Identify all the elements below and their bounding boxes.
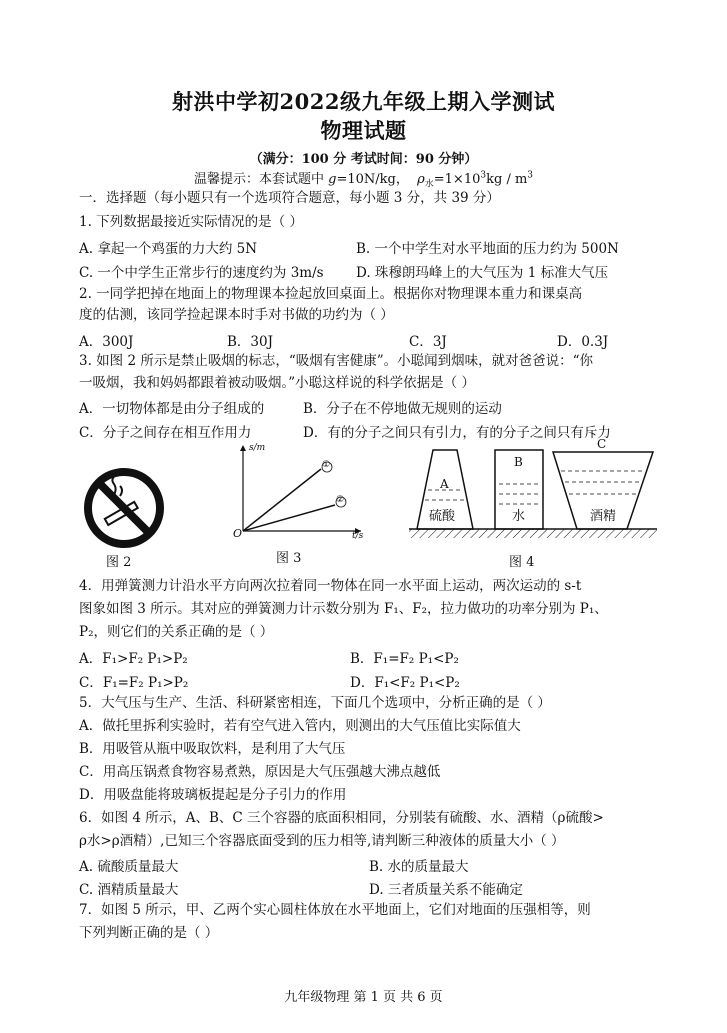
q6-stem-1: 6．如图 4 所示，A、B、C 三个容器的底面积相同，分别装有硫酸、水、酒精（ρ硫酸> xyxy=(79,810,604,826)
q3-option-c: C．分子之间存在相互作用力 xyxy=(79,425,252,441)
q5-stem: 5．大气压与生产、生活、科研紧密相连，下面几个选项中，分析正确的是（ ） xyxy=(79,695,551,711)
q3-option-b: B．分子在不停地做无规则的运动 xyxy=(303,401,502,417)
fig3-x-axis-label: t/s xyxy=(352,531,364,541)
q3-option-d: D．有的分子之间只有引力，有的分子之间只有斥力 xyxy=(303,425,611,441)
three-containers-figure xyxy=(409,438,657,550)
q4-option-a: A．F₁>F₂ P₁>P₂ xyxy=(79,651,188,667)
q6-option-c: C. 酒精质量最大 xyxy=(79,882,179,898)
exam-title: 射洪中学初2022级九年级上期入学测试 xyxy=(172,89,555,114)
q2-option-d: D．0.3J xyxy=(557,334,609,350)
q4-stem-2: 图象如图 3 所示。其对应的弹簧测力计示数分别为 F₁、F₂，拉力做功的功率分别为 P₁、 xyxy=(79,601,608,617)
q2-stem-2: 度的估测，该同学捡起课本时手对书做的功约为（ ） xyxy=(79,307,394,323)
q2-stem-1: 2. 一同学把掉在地面上的物理课本捡起放回桌面上。根据你对物理课本重力和课桌高 xyxy=(79,286,583,302)
q5-option-d: D．用吸盘能将玻璃板提起是分子引力的作用 xyxy=(79,787,347,803)
q6-option-b: B. 水的质量最大 xyxy=(369,859,469,875)
no-smoking-sign-figure xyxy=(82,466,166,550)
q4-option-c: C．F₁=F₂ P₁>P₂ xyxy=(79,675,189,691)
st-graph-figure xyxy=(229,441,367,545)
fig3-line2-label: ② xyxy=(336,495,345,505)
q5-option-b: B．用吸管从瓶中吸取饮料，是利用了大气压 xyxy=(79,741,346,757)
q6-option-d: D. 三者质量关系不能确定 xyxy=(369,882,523,898)
fig4-caption: 图 4 xyxy=(509,555,535,570)
q1-option-d: D. 珠穆朗玛峰上的大气压为 1 标准大气压 xyxy=(356,265,609,281)
q3-stem-1: 3. 如图 2 所示是禁止吸烟的标志，“吸烟有害健康”。小聪闻到烟味，就对爸爸说：“你 xyxy=(79,353,594,369)
fig4-label-b: B xyxy=(514,455,523,469)
q1-option-b: B. 一个中学生对水平地面的压力约为 500N xyxy=(356,241,619,257)
q5-option-a: A．做托里拆利实验时，若有空气进入管内，则测出的大气压值比实际值大 xyxy=(79,718,521,734)
q4-stem-1: 4．用弹簧测力计沿水平方向两次拉着同一物体在同一水平面上运动，两次运动的 s-t xyxy=(79,578,582,594)
fig3-y-axis-label: s/m xyxy=(249,443,266,453)
fig4-label-a: A xyxy=(440,477,449,491)
q4-option-d: D．F₁<F₂ P₁<P₂ xyxy=(350,675,460,691)
fig3-line1-label: ① xyxy=(322,460,331,470)
q1-option-a: A. 拿起一个鸡蛋的力大约 5N xyxy=(79,241,258,257)
fig4-liquid-b: 水 xyxy=(511,505,526,524)
exam-info: （满分：100 分 考试时间：90 分钟） xyxy=(249,152,478,167)
q7-stem-2: 下列判断正确的是（ ） xyxy=(79,925,219,941)
q1-option-c: C. 一个中学生正常步行的速度约为 3m/s xyxy=(79,265,324,281)
fig3-caption: 图 3 xyxy=(276,551,302,566)
q3-stem-2: 一吸烟，我和妈妈都跟着被动吸烟。”小聪这样说的科学依据是（ ） xyxy=(79,375,475,391)
page-footer: 九年级物理 第 1 页 共 6 页 xyxy=(284,990,443,1005)
fig4-liquid-a: 硫酸 xyxy=(428,505,456,524)
q7-stem-1: 7．如图 5 所示，甲、乙两个实心圆柱体放在水平地面上，它们对地面的压强相等，则 xyxy=(79,902,591,918)
fig4-liquid-c: 酒精 xyxy=(589,505,617,524)
q2-option-b: B．30J xyxy=(227,334,274,350)
q2-option-c: C．3J xyxy=(409,334,447,350)
fig4-label-c: C xyxy=(597,437,607,451)
q4-stem-3: P₂，则它们的关系正确的是（ ） xyxy=(79,624,274,640)
q4-option-b: B．F₁=F₂ P₁<P₂ xyxy=(350,651,459,667)
q6-stem-2: ρ水>ρ酒精）,已知三个容器底面受到的压力相等,请判断三种液体的质量大小（ ） xyxy=(79,833,565,849)
q2-option-a: A．300J xyxy=(79,334,134,350)
q3-option-a: A．一切物体都是由分子组成的 xyxy=(79,401,265,417)
exam-subtitle: 物理试题 xyxy=(320,118,407,143)
q6-option-a: A. 硫酸质量最大 xyxy=(79,859,179,875)
hint-line: 温馨提示：本套试题中 g=10N/kg， $\rho_水=1\times 10^3kg / m^3$ xyxy=(193,170,534,190)
section-heading: 一．选择题（每小题只有一个选项符合题意，每小题 3 分，共 39 分） xyxy=(79,190,500,206)
q5-option-c: C．用高压锅煮食物容易煮熟，原因是大气压强越大沸点越低 xyxy=(79,764,441,780)
q1-stem: 1. 下列数据最接近实际情况的是（ ） xyxy=(79,214,303,230)
fig3-origin-label: O xyxy=(233,527,243,540)
fig2-caption: 图 2 xyxy=(106,555,132,570)
